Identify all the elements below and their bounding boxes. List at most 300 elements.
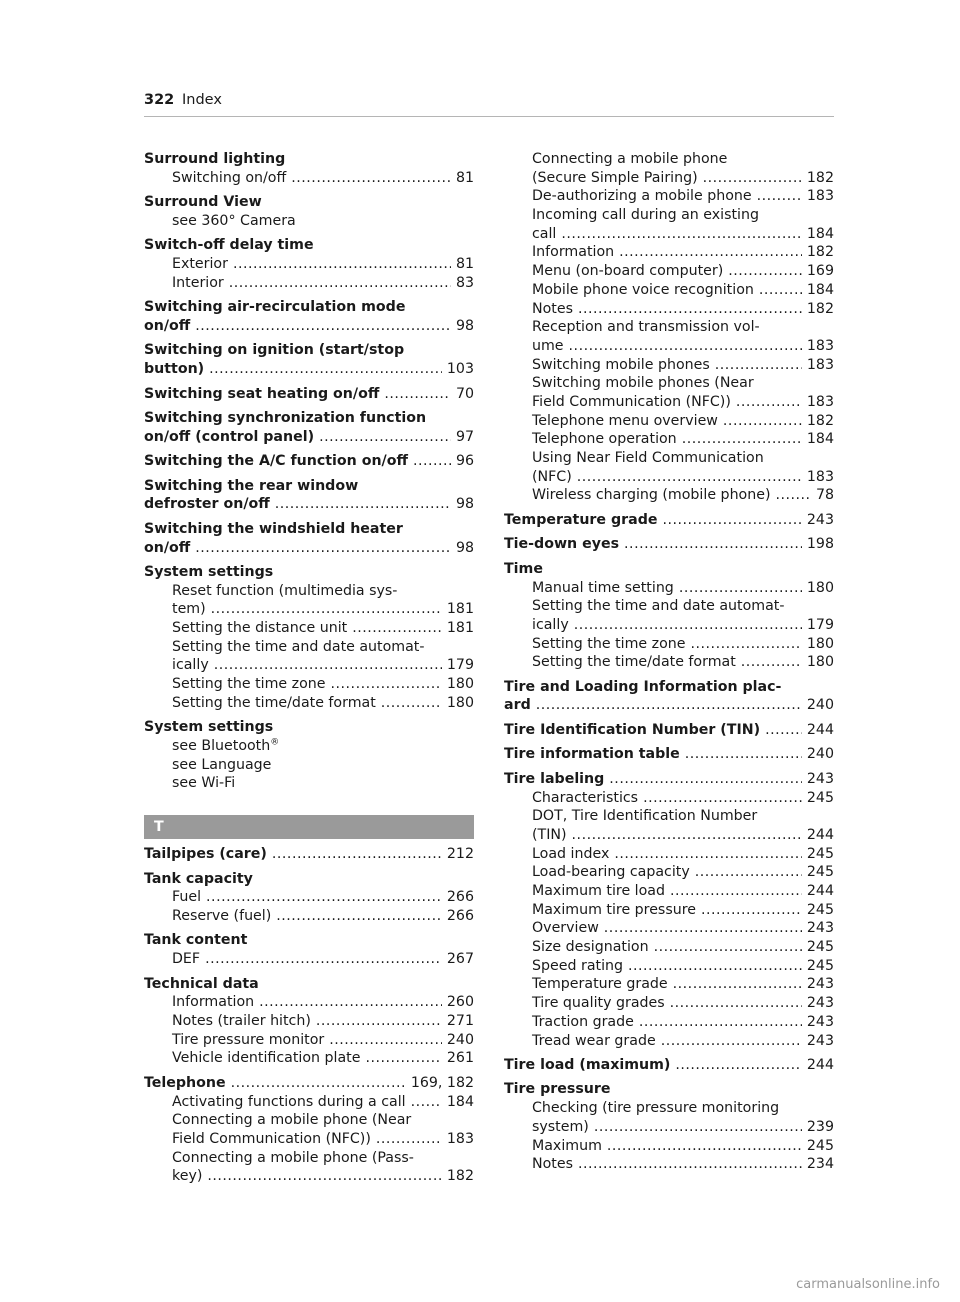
index-entry bbox=[144, 845, 474, 864]
index-subentry bbox=[144, 993, 474, 1012]
page-reference: 261 bbox=[446, 1050, 474, 1067]
dot-leader bbox=[703, 169, 802, 188]
page-reference: 180 bbox=[446, 676, 474, 693]
index-subentry bbox=[144, 1111, 474, 1130]
page-reference: 180 bbox=[806, 635, 834, 652]
index-entry bbox=[144, 298, 474, 317]
entry-text: Field Communication (NFC)) bbox=[172, 1130, 371, 1147]
entry-text: Maximum tire pressure bbox=[532, 901, 696, 918]
entry-text: Notes (trailer hitch) bbox=[172, 1012, 311, 1029]
entry-text: Switch-off delay time bbox=[144, 237, 314, 254]
dot-leader bbox=[206, 888, 442, 907]
index-subentry bbox=[144, 737, 474, 756]
dot-leader bbox=[376, 1130, 442, 1149]
page-reference: 182 bbox=[806, 300, 834, 317]
page-reference: 243 bbox=[806, 511, 834, 528]
entry-text: De-authorizing a mobile phone bbox=[532, 188, 752, 205]
index-subentry bbox=[144, 675, 474, 694]
index-entry bbox=[144, 150, 474, 169]
index-entry bbox=[504, 560, 834, 579]
entry-text: Menu (on-board computer) bbox=[532, 263, 724, 280]
index-subentry bbox=[504, 281, 834, 300]
header-rule bbox=[144, 116, 834, 117]
dot-leader bbox=[609, 770, 802, 789]
index-subentry bbox=[144, 774, 474, 793]
dot-leader bbox=[233, 255, 451, 274]
entry-text: Using Near Field Communication bbox=[532, 450, 764, 466]
index-entry bbox=[504, 745, 834, 764]
entry-text: Tire load (maximum) bbox=[504, 1057, 671, 1073]
index-subentry bbox=[504, 1137, 834, 1156]
entry-text: Tank capacity bbox=[144, 870, 253, 887]
entry-text: Switching on ignition (start/stop bbox=[144, 342, 405, 359]
entry-text: Switching the A/C function on/off bbox=[144, 453, 408, 470]
page-reference: 183 bbox=[806, 356, 834, 373]
index-subentry bbox=[504, 845, 834, 864]
entry-text: ume bbox=[532, 337, 564, 354]
page-reference: 245 bbox=[806, 901, 834, 918]
dot-leader bbox=[654, 938, 802, 957]
index-subentry bbox=[504, 994, 834, 1013]
page-reference: 180 bbox=[806, 579, 834, 596]
entry-text: system) bbox=[532, 1118, 589, 1135]
entry-text: Setting the time/date format bbox=[532, 654, 736, 671]
page-reference: 180 bbox=[446, 694, 474, 711]
dot-leader bbox=[259, 993, 442, 1012]
page-reference: 97 bbox=[455, 428, 474, 445]
dot-leader bbox=[619, 243, 802, 262]
entry-text: Information bbox=[532, 244, 615, 261]
page-reference: 245 bbox=[806, 864, 834, 881]
dot-leader bbox=[319, 428, 451, 447]
index-subentry bbox=[504, 597, 834, 616]
entry-text: ically bbox=[532, 616, 569, 633]
entry-text: Reception and transmission vol- bbox=[532, 319, 760, 336]
dot-leader bbox=[536, 696, 802, 715]
registered-mark: ® bbox=[270, 737, 280, 748]
index-entry bbox=[504, 696, 834, 715]
entry-text: Characteristics bbox=[532, 789, 639, 806]
index-subentry bbox=[144, 950, 474, 969]
index-entry bbox=[144, 193, 474, 212]
dot-leader bbox=[272, 845, 442, 864]
dot-leader bbox=[384, 385, 451, 404]
dot-leader bbox=[578, 300, 802, 319]
dot-leader bbox=[741, 653, 802, 672]
entry-text: ically bbox=[172, 657, 209, 674]
index-entries-t-continued bbox=[504, 150, 834, 1174]
index-entry bbox=[144, 539, 474, 558]
index-subentry bbox=[504, 579, 834, 598]
index-entry bbox=[144, 477, 474, 496]
page-reference: 98 bbox=[455, 539, 474, 556]
dot-leader bbox=[411, 1093, 442, 1112]
index-entry bbox=[504, 1056, 834, 1075]
index-subentry bbox=[504, 150, 834, 169]
dot-leader bbox=[195, 539, 451, 558]
dot-leader bbox=[670, 994, 802, 1013]
entry-text: button) bbox=[144, 361, 205, 378]
index-subentry bbox=[504, 653, 834, 672]
entry-text: Information bbox=[172, 994, 255, 1011]
page-reference: 180 bbox=[806, 654, 834, 671]
page-reference: 240 bbox=[806, 746, 834, 763]
page-reference: 243 bbox=[806, 976, 834, 993]
dot-leader bbox=[275, 495, 451, 514]
page-reference: 239 bbox=[806, 1118, 834, 1135]
entry-text: Connecting a mobile phone (Pass- bbox=[172, 1149, 414, 1166]
index-subentry bbox=[144, 274, 474, 293]
entry-text: Switching seat heating on/off bbox=[144, 385, 380, 402]
index-subentry bbox=[504, 901, 834, 920]
page-reference: 243 bbox=[806, 770, 834, 787]
page-reference: 98 bbox=[455, 317, 474, 334]
entry-text: System settings bbox=[144, 564, 274, 581]
entry-text: Notes bbox=[532, 1156, 573, 1173]
page-reference: 182 bbox=[446, 1168, 474, 1185]
index-entry bbox=[504, 770, 834, 789]
dot-leader bbox=[663, 511, 802, 530]
dot-leader bbox=[723, 412, 802, 431]
dot-leader bbox=[643, 789, 802, 808]
index-entry bbox=[144, 718, 474, 737]
entry-text: Exterior bbox=[172, 256, 228, 273]
entry-text: Interior bbox=[172, 274, 224, 291]
index-entries-s bbox=[144, 150, 474, 793]
index-subentry bbox=[504, 616, 834, 635]
entry-text: call bbox=[532, 225, 557, 242]
index-subentry bbox=[504, 430, 834, 449]
index-subentry bbox=[504, 957, 834, 976]
dot-leader bbox=[604, 919, 802, 938]
page-reference: 183 bbox=[806, 188, 834, 205]
index-subentry bbox=[144, 582, 474, 601]
dot-leader bbox=[574, 616, 802, 635]
dot-leader bbox=[578, 1155, 802, 1174]
entry-text: Wireless charging (mobile phone) bbox=[532, 487, 771, 504]
entry-text: Traction grade bbox=[532, 1013, 634, 1030]
page-reference: 198 bbox=[806, 536, 834, 553]
entry-text: Tire pressure monitor bbox=[172, 1031, 325, 1048]
entry-text: Setting the time zone bbox=[532, 635, 686, 652]
index-subentry bbox=[504, 412, 834, 431]
page-reference: 271 bbox=[446, 1012, 474, 1029]
index-subentry bbox=[144, 756, 474, 775]
index-subentry bbox=[504, 486, 834, 505]
entry-text: System settings bbox=[144, 719, 274, 736]
dot-leader bbox=[682, 430, 802, 449]
page-reference: 245 bbox=[806, 957, 834, 974]
index-subentry bbox=[144, 888, 474, 907]
index-entry bbox=[504, 1080, 834, 1099]
page-reference: 260 bbox=[446, 994, 474, 1011]
page-reference: 184 bbox=[446, 1093, 474, 1110]
entry-text: Maximum bbox=[532, 1137, 602, 1154]
page-reference: 182 bbox=[806, 412, 834, 429]
page-reference: 267 bbox=[446, 951, 474, 968]
page-reference: 243 bbox=[806, 1013, 834, 1030]
index-subentry bbox=[504, 225, 834, 244]
index-subentry bbox=[504, 1099, 834, 1118]
entry-text: Reset function (multimedia sys- bbox=[172, 582, 398, 599]
page-reference: 266 bbox=[446, 907, 474, 924]
page-number: 322 bbox=[144, 92, 175, 108]
index-subentry bbox=[504, 468, 834, 487]
entry-text: Telephone operation bbox=[532, 431, 677, 448]
index-subentry bbox=[504, 975, 834, 994]
index-entry bbox=[144, 563, 474, 582]
dot-leader bbox=[715, 356, 802, 375]
index-subentry bbox=[504, 1155, 834, 1174]
dot-leader bbox=[352, 619, 442, 638]
index-subentry bbox=[144, 1167, 474, 1186]
dot-leader bbox=[276, 907, 442, 926]
index-subentry bbox=[144, 1093, 474, 1112]
index-subentry bbox=[504, 919, 834, 938]
index-entry bbox=[144, 870, 474, 889]
page-reference: 184 bbox=[806, 281, 834, 298]
index-subentry bbox=[144, 1130, 474, 1149]
index-subentry bbox=[144, 619, 474, 638]
dot-leader bbox=[691, 635, 802, 654]
index-subentry bbox=[504, 206, 834, 225]
entry-text: DEF bbox=[172, 951, 201, 968]
entry-text: Setting the time zone bbox=[172, 676, 326, 693]
entry-text: (TIN) bbox=[532, 826, 567, 843]
page-reference: 183 bbox=[806, 393, 834, 410]
index-subentry bbox=[504, 863, 834, 882]
entry-text: defroster on/off bbox=[144, 496, 270, 513]
entry-text: (Secure Simple Pairing) bbox=[532, 169, 698, 186]
entry-text: see 360° Camera bbox=[172, 212, 296, 229]
page-reference: 181 bbox=[446, 601, 474, 618]
dot-leader bbox=[195, 317, 451, 336]
dot-leader bbox=[728, 262, 802, 281]
index-entry bbox=[504, 721, 834, 740]
dot-leader bbox=[207, 1167, 442, 1186]
entry-text: see Wi-Fi bbox=[172, 775, 236, 792]
index-entry bbox=[144, 341, 474, 360]
entry-text: Tire labeling bbox=[504, 770, 605, 787]
index-entry bbox=[144, 385, 474, 404]
page-reference: 184 bbox=[806, 225, 834, 242]
index-entry bbox=[504, 535, 834, 554]
entry-text: Incoming call during an existing bbox=[532, 207, 759, 224]
entry-text: DOT, Tire Identification Number bbox=[532, 808, 758, 825]
page-reference: 81 bbox=[455, 256, 474, 273]
page-reference: 244 bbox=[806, 1057, 834, 1073]
entry-text: Tire Identification Number (TIN) bbox=[504, 721, 761, 738]
entry-text: Switching mobile phones (Near bbox=[532, 375, 754, 392]
index-subentry bbox=[144, 638, 474, 657]
entry-text: Tread wear grade bbox=[532, 1032, 656, 1049]
dot-leader bbox=[316, 1012, 442, 1031]
dot-leader bbox=[561, 225, 802, 244]
index-subentry bbox=[504, 262, 834, 281]
index-entry bbox=[144, 452, 474, 471]
dot-leader bbox=[639, 1013, 802, 1032]
section-header-t: T bbox=[144, 815, 474, 839]
entry-text: Temperature grade bbox=[504, 511, 658, 528]
index-entry bbox=[144, 931, 474, 950]
index-subentry bbox=[504, 635, 834, 654]
index-subentry bbox=[504, 187, 834, 206]
index-entry bbox=[504, 511, 834, 530]
index-subentry bbox=[504, 300, 834, 319]
dot-leader bbox=[572, 826, 802, 845]
entry-text: Speed rating bbox=[532, 957, 624, 974]
index-subentry bbox=[144, 255, 474, 274]
entry-text: Connecting a mobile phone bbox=[532, 151, 728, 167]
page-reference: 245 bbox=[806, 939, 834, 956]
entry-text: Setting the time and date automat- bbox=[172, 638, 425, 655]
entry-text: Manual time setting bbox=[532, 579, 674, 596]
page-reference: 181 bbox=[446, 620, 474, 637]
entry-text: Tire and Loading Information plac- bbox=[504, 678, 782, 695]
index-subentry bbox=[144, 169, 474, 188]
entry-text: on/off bbox=[144, 317, 191, 334]
dot-leader bbox=[759, 281, 802, 300]
entry-text: Switching the windshield heater bbox=[144, 520, 403, 537]
entry-text: Reserve (fuel) bbox=[172, 907, 272, 924]
entry-text: Temperature grade bbox=[532, 976, 668, 993]
index-subentry bbox=[504, 882, 834, 901]
entry-text: Fuel bbox=[172, 889, 202, 906]
page-reference: 244 bbox=[806, 883, 834, 900]
dot-leader bbox=[736, 393, 802, 412]
page-reference: 183 bbox=[446, 1130, 474, 1147]
dot-leader bbox=[209, 360, 442, 379]
page-reference: 240 bbox=[806, 697, 834, 714]
index-subentry bbox=[144, 1031, 474, 1050]
index-subentry bbox=[144, 694, 474, 713]
page-reference: 234 bbox=[806, 1156, 834, 1173]
index-subentry bbox=[504, 449, 834, 468]
dot-leader bbox=[214, 656, 442, 675]
entry-text: Vehicle identification plate bbox=[172, 1050, 361, 1067]
entry-text: see Bluetooth bbox=[172, 738, 271, 755]
index-subentry bbox=[504, 826, 834, 845]
entry-text: Setting the distance unit bbox=[172, 620, 348, 637]
dot-leader bbox=[211, 600, 442, 619]
index-entry bbox=[144, 428, 474, 447]
index-subentry bbox=[144, 656, 474, 675]
entry-text: Activating functions during a call bbox=[172, 1093, 406, 1110]
index-entry bbox=[144, 317, 474, 336]
page-reference: 96 bbox=[455, 453, 474, 470]
entry-text: Connecting a mobile phone (Near bbox=[172, 1112, 412, 1129]
index-subentry bbox=[144, 1012, 474, 1031]
entry-text: Surround View bbox=[144, 194, 262, 211]
page-reference: 243 bbox=[806, 920, 834, 937]
entry-text: Switching synchronization function bbox=[144, 410, 427, 427]
index-subentry bbox=[504, 356, 834, 375]
entry-text: see Language bbox=[172, 756, 272, 773]
page-reference: 169 bbox=[806, 263, 834, 280]
entry-text: Tie-down eyes bbox=[504, 536, 620, 553]
page-reference: 266 bbox=[446, 889, 474, 906]
page-reference: 182 bbox=[806, 169, 834, 186]
entry-text: Tire quality grades bbox=[532, 995, 665, 1012]
index-subentry bbox=[504, 1032, 834, 1051]
dot-leader bbox=[624, 535, 802, 554]
dot-leader bbox=[329, 1031, 442, 1050]
entry-text: Mobile phone voice recognition bbox=[532, 281, 754, 298]
entry-text: Setting the time and date automat- bbox=[532, 598, 785, 615]
watermark: carmanualsonline.info bbox=[796, 1277, 940, 1292]
entry-text: tem) bbox=[172, 601, 206, 618]
entry-text: Overview bbox=[532, 920, 599, 937]
dot-leader bbox=[381, 694, 442, 713]
entry-text: key) bbox=[172, 1168, 203, 1185]
dot-leader bbox=[577, 468, 802, 487]
dot-leader bbox=[679, 579, 802, 598]
page-reference: 179 bbox=[446, 657, 474, 674]
dot-leader bbox=[776, 486, 811, 505]
dot-leader bbox=[675, 1056, 802, 1075]
dot-leader bbox=[701, 901, 802, 920]
dot-leader bbox=[757, 187, 802, 206]
dot-leader bbox=[569, 337, 802, 356]
entry-text: Size designation bbox=[532, 939, 649, 956]
page-reference: 183 bbox=[806, 337, 834, 354]
entry-text: Maximum tire load bbox=[532, 883, 666, 900]
index-subentry bbox=[504, 169, 834, 188]
entry-text: Tire pressure bbox=[504, 1081, 611, 1098]
page-reference: 182 bbox=[806, 244, 834, 261]
index-subentry bbox=[504, 789, 834, 808]
index-subentry bbox=[144, 1049, 474, 1068]
entry-text: Switching air-recirculation mode bbox=[144, 299, 406, 316]
index-subentry bbox=[504, 374, 834, 393]
page-reference: 179 bbox=[806, 616, 834, 633]
entry-text: Checking (tire pressure monitoring bbox=[532, 1100, 780, 1117]
index-subentry bbox=[504, 1118, 834, 1137]
page-reference: 70 bbox=[455, 385, 474, 402]
entry-text: Tire information table bbox=[504, 746, 680, 763]
dot-leader bbox=[673, 975, 802, 994]
page-reference: 83 bbox=[455, 274, 474, 291]
entry-text: on/off (control panel) bbox=[144, 428, 315, 445]
index-subentry bbox=[504, 1013, 834, 1032]
page-reference: 240 bbox=[446, 1031, 474, 1048]
dot-leader bbox=[685, 745, 802, 764]
entry-text: Field Communication (NFC)) bbox=[532, 393, 731, 410]
index-entry bbox=[144, 236, 474, 255]
entry-text: Load-bearing capacity bbox=[532, 864, 690, 881]
dot-leader bbox=[413, 452, 451, 471]
index-entries-t bbox=[144, 845, 474, 1186]
page-header bbox=[144, 92, 834, 118]
page-reference: 244 bbox=[806, 721, 834, 738]
entry-text: on/off bbox=[144, 539, 191, 556]
index-column-left bbox=[144, 150, 474, 1186]
page-reference: 103 bbox=[446, 361, 474, 378]
entry-text: Time bbox=[504, 560, 543, 577]
index-entry bbox=[144, 360, 474, 379]
index-subentry bbox=[144, 212, 474, 231]
entry-text: (NFC) bbox=[532, 468, 572, 485]
index-entry bbox=[144, 520, 474, 539]
page-reference: 243 bbox=[806, 995, 834, 1012]
index-subentry bbox=[144, 600, 474, 619]
entry-text: Load index bbox=[532, 845, 610, 862]
page-reference: 81 bbox=[455, 169, 474, 186]
index-subentry bbox=[504, 318, 834, 337]
dot-leader bbox=[594, 1118, 802, 1137]
dot-leader bbox=[661, 1032, 802, 1051]
page-reference: 245 bbox=[806, 1137, 834, 1154]
